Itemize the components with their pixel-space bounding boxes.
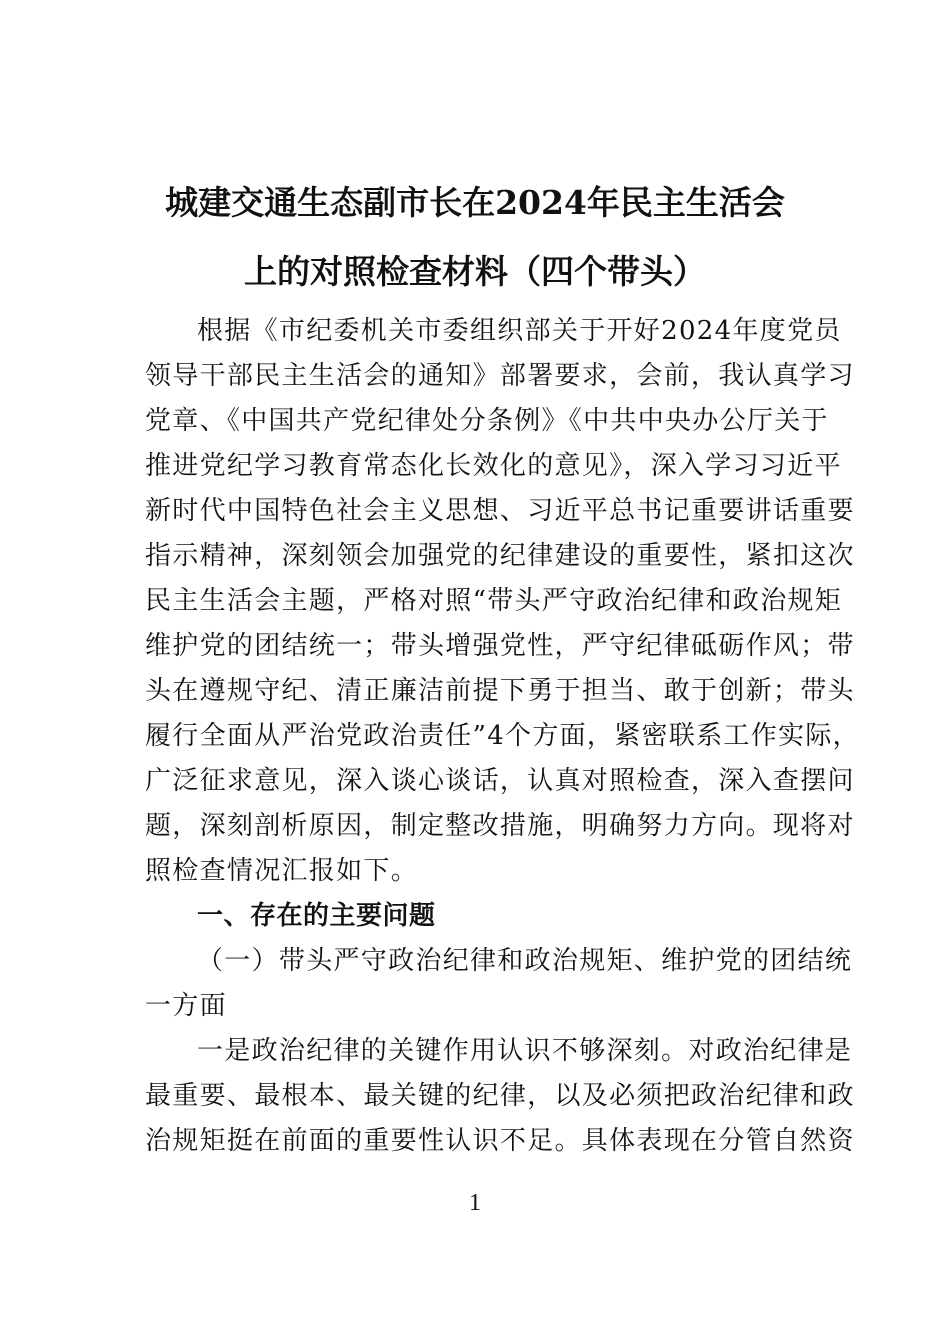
intro-paragraph-line: 维护党的团结统一；带头增强党性，严守纪律砥砺作风；带 xyxy=(145,631,855,661)
intro-paragraph-line: 根据《市纪委机关市委组织部关于开好2024年度党员 xyxy=(197,316,842,346)
body-paragraph-line: 治规矩挺在前面的重要性认识不足。具体表现在分管自然资 xyxy=(145,1126,855,1156)
intro-paragraph-line: 新时代中国特色社会主义思想、习近平总书记重要讲话重要 xyxy=(145,496,855,526)
body-paragraph-line: 一是政治纪律的关键作用认识不够深刻。对政治纪律是 xyxy=(197,1036,853,1066)
intro-paragraph-line: 领导干部民主生活会的通知》部署要求，会前，我认真学习 xyxy=(145,361,855,391)
intro-paragraph-line: 题，深刻剖析原因，制定整改措施，明确努力方向。现将对 xyxy=(145,811,855,841)
intro-paragraph-line: 头在遵规守纪、清正廉洁前提下勇于担当、敢于创新；带头 xyxy=(145,676,855,706)
document-title-line-2: 上的对照检查材料（四个带头） xyxy=(244,252,706,291)
intro-paragraph-line: 党章、《中国共产党纪律处分条例》《中共中央办公厅关于 xyxy=(145,406,829,436)
section-heading: 一、存在的主要问题 xyxy=(197,901,436,931)
document-title-line-1: 城建交通生态副市长在2024年民主生活会 xyxy=(165,183,785,222)
subsection-heading-line: （一）带头严守政治纪律和政治规矩、维护党的团结统 xyxy=(197,946,853,976)
intro-paragraph-line: 广泛征求意见，深入谈心谈话，认真对照检查，深入查摆问 xyxy=(145,766,855,796)
intro-paragraph-line: 民主生活会主题，严格对照“带头严守政治纪律和政治规矩 xyxy=(145,586,843,616)
page-number: 1 xyxy=(469,1190,481,1216)
intro-paragraph-line: 指示精神，深刻领会加强党的纪律建设的重要性，紧扣这次 xyxy=(145,541,855,571)
subsection-heading-line: 一方面 xyxy=(145,991,227,1021)
body-paragraph-line: 最重要、最根本、最关键的纪律，以及必须把政治纪律和政 xyxy=(145,1081,855,1111)
intro-paragraph-line: 照检查情况汇报如下。 xyxy=(145,856,419,886)
intro-paragraph-line: 履行全面从严治党政治责任”4个方面，紧密联系工作实际， xyxy=(145,721,860,751)
intro-paragraph-line: 推进党纪学习教育常态化长效化的意见》，深入学习习近平 xyxy=(145,451,842,481)
